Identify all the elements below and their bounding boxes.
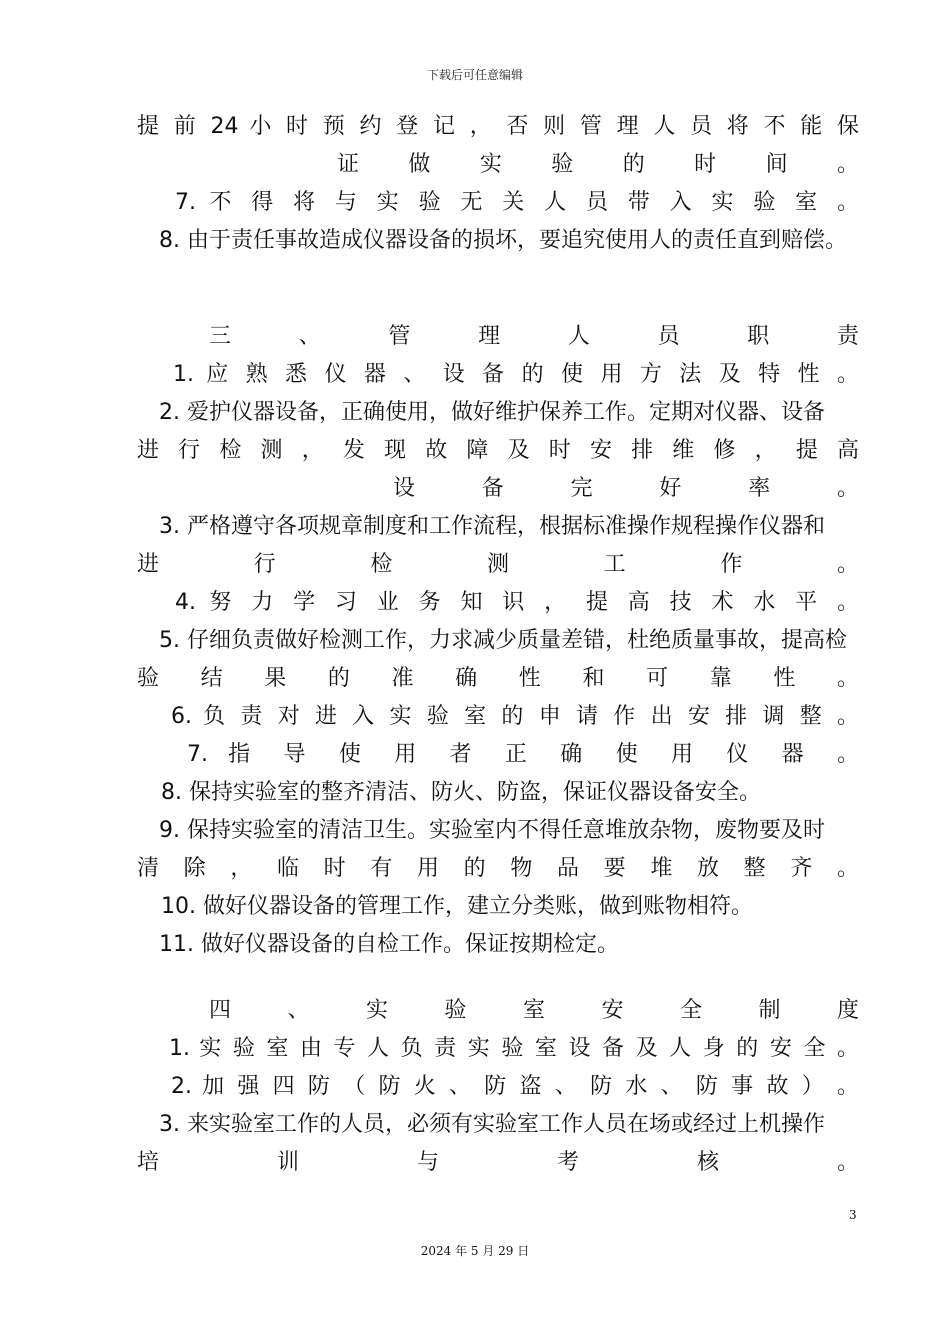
text-line: 8. 保持实验室的整齐清洁、防火、防盗，保证仪器设备安全。 [161,780,761,805]
text-line: 培 训 与 考 核 。 [137,1150,859,1175]
text-line: 进 行 检 测 工 作 。 [137,552,859,577]
section-heading-3: 三 、 管 理 人 员 职 责 [209,324,859,349]
text-line: 4. 努 力 学 习 业 务 知 识 ， 提 高 技 术 水 平 。 [175,590,859,615]
text-line: 9. 保持实验室的清洁卫生。实验室内不得任意堆放杂物，废物要及时 [159,818,825,843]
text-line: 设 备 完 好 率 。 [393,476,859,501]
text-line: 1. 应 熟 悉 仪 器 、 设 备 的 使 用 方 法 及 特 性 。 [173,362,859,387]
text-line: 进 行 检 测 ， 发 现 故 障 及 时 安 排 维 修 ， 提 高 [137,438,859,463]
text-line: 1. 实 验 室 由 专 人 负 责 实 验 室 设 备 及 人 身 的 安 全 。 [169,1036,859,1061]
text-line: 证 做 实 验 的 时 间 。 [337,152,859,177]
page-header-note: 下载后可任意编辑 [426,68,523,82]
text-line: 2. 加 强 四 防 （ 防 火 、 防 盗 、 防 水 、 防 事 故 ） 。 [171,1074,859,1099]
text-line: 10. 做好仪器设备的管理工作，建立分类账，做到账物相符。 [161,894,753,919]
text-line: 5. 仔细负责做好检测工作，力求减少质量差错，杜绝质量事故，提高检 [159,628,847,653]
text-line: 提 前 24 小 时 预 约 登 记 ， 否 则 管 理 人 员 将 不 能 保 [137,114,859,139]
text-line: 7. 指 导 使 用 者 正 确 使 用 仪 器 。 [187,742,859,767]
text-line: 2. 爱护仪器设备，正确使用，做好维护保养工作。定期对仪器、设备 [159,400,825,425]
text-line: 6. 负 责 对 进 入 实 验 室 的 申 请 作 出 安 排 调 整 。 [171,704,859,729]
footer-date: 2024 年 5 月 29 日 [420,1244,530,1258]
text-line: 11. 做好仪器设备的自检工作。保证按期检定。 [159,932,619,957]
section-heading-4: 四 、 实 验 室 安 全 制 度 [209,998,859,1023]
text-line: 3. 来实验室工作的人员，必须有实验室工作人员在场或经过上机操作 [159,1112,825,1137]
text-line: 清 除 ， 临 时 有 用 的 物 品 要 堆 放 整 齐 。 [137,856,859,881]
text-line: 7. 不 得 将 与 实 验 无 关 人 员 带 入 实 验 室 。 [175,190,859,215]
text-line: 8. 由于责任事故造成仪器设备的损坏，要追究使用人的责任直到赔偿。 [159,228,847,253]
page-number: 3 [849,1208,857,1222]
text-line: 3. 严格遵守各项规章制度和工作流程，根据标准操作规程操作仪器和 [159,514,825,539]
text-line: 验 结 果 的 准 确 性 和 可 靠 性 。 [137,666,859,691]
